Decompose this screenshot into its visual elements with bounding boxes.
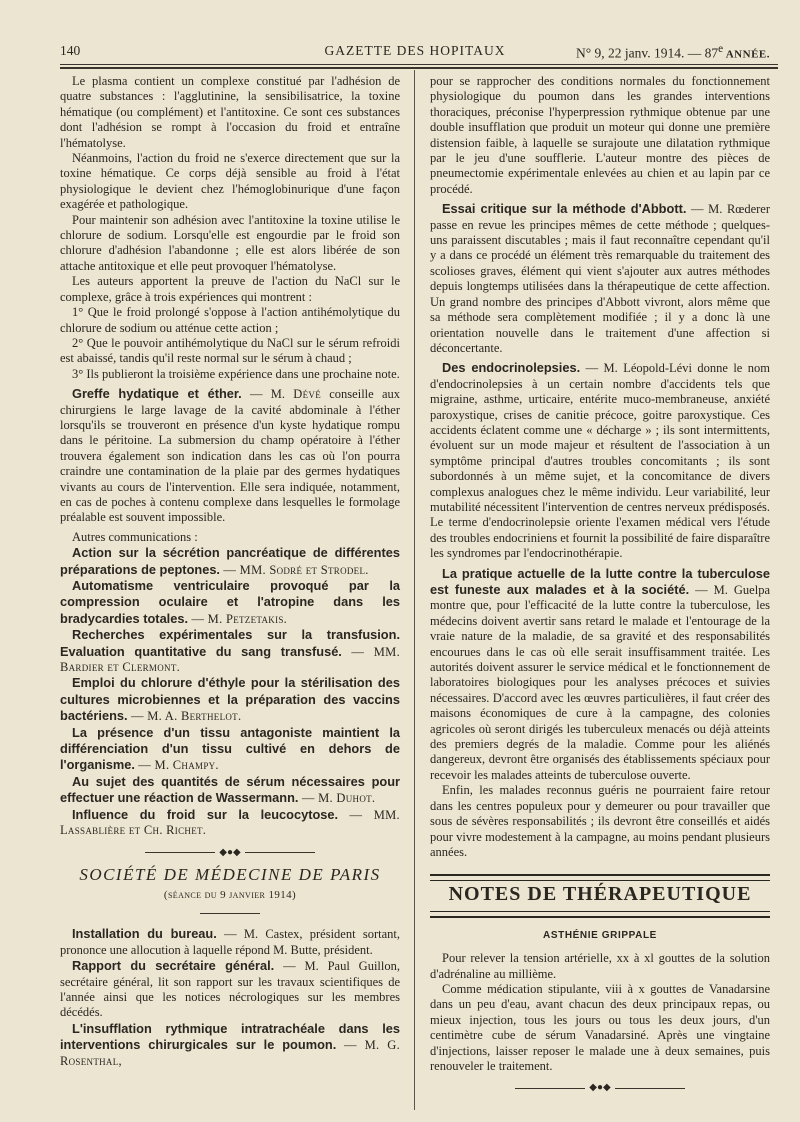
short-rule: [200, 913, 260, 914]
article-tuberculose: La pratique actuelle de la lutte contre la tuberculose est funeste aux malades et à la société. — M. Guelpa montre que, pour l'efficacité de la lutte contre la tuberculose, les médecins doivent avertir sans retard le malade et l'entourage de la vraie nature de la maladie, de sa gravité et des responsabilités encourues dans le cas où elle serait insuffisamment traitée. Les autorités doivent assurer le service médical et le fonctionnement de laboratoires biologiques pour les analyses précoces et suivies nécessaires. D'accord avec les œuvres particulières, il faut créer des maisons économiques de cure à la campagne, des colonies agricoles où seront dirigés les tuberculeux menacés ou déjà atteints des premiers degrés de la maladie. Comme pour les aliénés dangereux, devront être organisés des établissements spéciaux pour recevoir les malades atteints de tuberculose ouverte.: [430, 565, 770, 782]
article-rapport: Rapport du secrétaire général. — M. Paul Guillon, secrétaire général, lit son rapport sur les travaux scientifiques de l'année ainsi que les notices nécrologiques sur les membres décédés.: [60, 958, 400, 1020]
article-installation: Installation du bureau. — M. Castex, président sortant, prononce une allocution à laquelle répond M. Butte, président.: [60, 926, 400, 957]
article-endocrinolepsies: Des endocrinolepsies. — M. Léopold-Lévi donne le nom d'endocrinolepsies à un certain nombre d'accidents tels que migraine, asthme, urticaire, entérite muco-membraneuse, anxiété paroxystique, crises de canitie précoce, goitre paroxystique. Ces accidents éclatent comme une « décharge » ; ils sont intermittents, évoluent sur un mode majeur et résultent de l'association à un symptôme principal d'autres troubles concomitants ; ils sont subordonnés à un même sujet, et la concomitance de divers complexus analogues chez le même individu. Leur variabilité, leur mutabilité nécessitent l'intervention de centres nerveux prédisposés. Le terme d'endocrinolepsie oriente l'examen médical vers l'étude des troubles endocriniens et fournit la possibilité de faire disparaître les syndromes par l'endocrinothérapie.: [430, 360, 770, 561]
left-column: [60, 74, 400, 1069]
page-number: 140: [60, 43, 81, 58]
column-divider: [414, 70, 415, 1110]
notes-subtitle: ASTHÉNIE GRIPPALE: [543, 929, 657, 941]
paragraph: 2° Que le pouvoir antihémolytique du NaCl sur le sérum refroidi est abaissé, tandis qu'il reste normal sur le sérum à chaud ;: [60, 335, 400, 366]
paragraph: Pour maintenir son adhésion avec l'antitoxine la toxine utilise le chlorure de sodium. Lorsqu'elle est engourdie par le froid son chlorure d'adhésion l'abandonne ; elle est alors libérée de son attache antitoxique et elle peut provoquer l'hématolyse.: [60, 212, 400, 273]
communication: Recherches expérimentales sur la transfusion. Evaluation quantitative du sang transfusé. — MM. Bardier et Clermont.: [60, 627, 401, 675]
communication: Emploi du chlorure d'éthyle pour la stérilisation des cultures microbiennes et la préparation des vaccins bactériens. — M. A. Berthelot.: [60, 675, 400, 724]
paragraph: Les auteurs apportent la preuve de l'action du NaCl sur le complexe, grâce à trois expériences qui montrent :: [60, 274, 400, 304]
communication: Influence du froid sur la leucocytose. — MM. Lassablière et Ch. Richet.: [60, 806, 400, 838]
header-rule-double: [60, 67, 778, 69]
communication: Action sur la sécrétion pancréatique de différentes préparations de peptones. — MM. Sodré et Strodel.: [60, 545, 400, 577]
notes-title: NOTES DE THÉRAPEUTIQUE: [448, 883, 752, 906]
article-abbott: Essai critique sur la méthode d'Abbott. — M. Rœderer passe en revue les principes mêmes de cette méthode ; quelques-uns paraissent discutables ; mais il faut reconnaître cependant qu'il y a dans ce procédé un élément très remarquable du traitement des scolioses graves, élément qui vient s'ajouter aux autres méthodes depuis longtemps utilisées dans la thérapeutique de cette affection. Un grand nombre des principes d'Abbott vivront, alors même que sa méthode sera complètement modifiée ; il y a donc là une orientation nouvelle dans le traitement d'une affection si déconcertante.: [430, 201, 771, 355]
header-rule: [60, 64, 778, 65]
section-title: SOCIÉTÉ DE MÉDECINE DE PARIS: [79, 864, 381, 884]
article-insufflation: L'insufflation rythmique intratrachéale dans les interventions chirurgicales sur le poumon. — M. G. Rosenthal,: [60, 1020, 400, 1068]
ornament-separator: ◆●◆: [60, 845, 400, 861]
paragraph: Le plasma contient un complexe constitué par l'adhésion de quatre substances : l'agglutinine, la sensibilisatrice, la toxine hématique (ou complément) et l'antitoxine. Ce sont ces substances dont l'adhésion se rompt à l'occasion du froid et entraîne l'hématolyse.: [60, 74, 400, 150]
communication: Au sujet des quantités de sérum nécessaires pour effectuer une réaction de Wassermann. — M. Duhot.: [60, 773, 400, 806]
article-greffe: Greffe hydatique et éther. — M. Dévé conseille aux chirurgiens le large lavage de la cavité abdominale à l'éther lorsqu'ils se trouveront en présence d'un kyste hydatique rompu dans le péritoine. La submersion du champ opératoire à l'éther trouvera également son indication dans les cas où l'on pourra craindre une contamination de la plaie par des germes hydatiques vivants au cours de l'intervention. Elle sera indiquée, notamment, en cas de poches à contenu complexe dans lesquelles le formolage préalable est souvent impossible.: [60, 386, 400, 525]
paragraph: Enfin, les malades reconnus guéris ne pourraient faire retour dans les centres populeux pour y demeurer ou pour travailler que sous de sévères responsabilités ; ils devront être conseillés et aidés pour vivre modestement à la campagne, au moins pendant plusieurs années.: [430, 783, 770, 859]
paragraph: Pour relever la tension artérielle, xx à xl gouttes de la solution d'adrénaline au millième.: [430, 951, 770, 981]
running-header: [60, 40, 770, 62]
subheading: Autres communications :: [72, 529, 198, 544]
journal-title: GAZETTE DES HOPITAUX: [324, 43, 506, 58]
right-column: [430, 74, 770, 1102]
paragraph: Comme médication stipulante, viii à x gouttes de Vanadarsine dans un peu d'eau, avant chacun des deux principaux repas, ou mieux injection, tous les jours ou tous les deux jours, d'un centimètre cube de sérum Vanadarsiné. Après une vingtaine d'injections, laisser reposer le malade une à deux semaines, puis renouveler le traitement.: [430, 981, 770, 1073]
communication: La présence d'un tissu antagoniste maintient la différenciation d'un tissu cultivé en dehors de l'organisme. — M. Champy.: [60, 724, 400, 773]
ornament-separator: ◆●◆: [430, 1080, 770, 1096]
author-name: Dévé: [293, 387, 321, 402]
paragraph: Néanmoins, l'action du froid ne s'exerce directement que sur la toxine hématique. Ce corps déjà sensible au froid à l'état physiologique le devient chez l'hémoglobinurique d'une façon exagérée et pathologique.: [60, 151, 400, 212]
section-subtitle: (séance du 9 janvier 1914): [163, 888, 297, 901]
paragraph: 1° Que le froid prolongé s'oppose à l'action antihémolytique du chlorure de sodium ou atténue cette action ;: [60, 305, 400, 335]
paragraph: 3° Ils publieront la troisième expérience dans une prochaine note.: [72, 366, 400, 381]
issue-info: N° 9, 22 janv. 1914. — 87e ANNÉE.: [575, 43, 770, 61]
paragraph: pour se rapprocher des conditions normales du fonctionnement physiologique du poumon dans les grandes interventions thoraciques, préconise l'hyperpression rythmique obtenue par une double insufflation que produit un moteur qui donne une première distension faible, à laquelle se surajoute une dilatation rythmique par le jeu d'une soufflerie. L'auteur montre des pièces de pneumectomie expérimentale enlevées au chien et au lapin par ce procédé.: [430, 74, 770, 196]
notes-title-box: [430, 874, 770, 917]
article-heading: Greffe hydatique et éther.: [72, 386, 242, 402]
communication: Automatisme ventriculaire provoqué par la compression oculaire et l'atropine dans les bradycardies totales. — M. Petzetakis.: [60, 578, 400, 626]
